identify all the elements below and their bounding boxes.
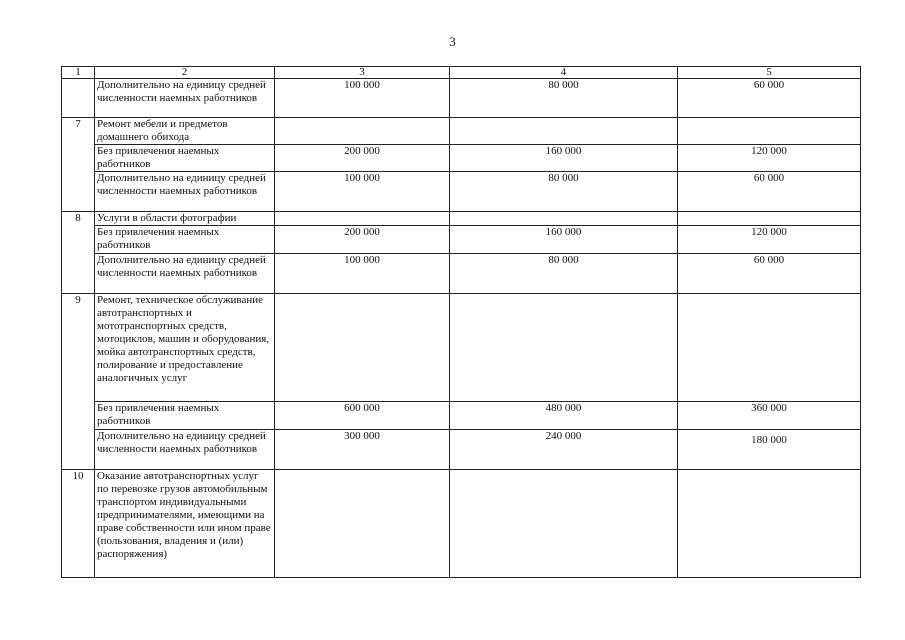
header-col-4: 4 <box>450 67 678 79</box>
value-col-4 <box>450 118 678 145</box>
value-col-4: 160 000 <box>450 226 678 254</box>
table-row <box>62 430 861 470</box>
value-col-3: 100 000 <box>275 172 450 212</box>
table-row <box>62 118 861 145</box>
row-name: Без привлечения наемных работников <box>95 402 275 430</box>
value-col-3: 100 000 <box>275 79 450 118</box>
value-col-3: 600 000 <box>275 402 450 430</box>
table-row <box>62 294 861 402</box>
row-name: Дополнительно на единицу средней численности наемных работников <box>95 79 275 118</box>
table-row <box>62 145 861 172</box>
table-row <box>62 470 861 578</box>
row-name: Ремонт, техническое обслуживание автотранспортных и мототранспортных средств, мотоциклов, машин и оборудования, мойка автотранспортных средств, полирование и предоставление аналогичных услуг <box>95 294 275 402</box>
value-col-5: 60 000 <box>678 172 861 212</box>
table-row <box>62 226 861 254</box>
row-name: Дополнительно на единицу средней численности наемных работников <box>95 430 275 470</box>
header-col-2: 2 <box>95 67 275 79</box>
value-col-4: 80 000 <box>450 254 678 294</box>
row-name: Дополнительно на единицу средней численности наемных работников <box>95 172 275 212</box>
row-number: 7 <box>62 118 95 212</box>
value-col-4 <box>450 294 678 402</box>
row-number: 8 <box>62 212 95 294</box>
value-col-5: 120 000 <box>678 145 861 172</box>
value-col-5 <box>678 470 861 578</box>
header-col-1: 1 <box>62 67 95 79</box>
table-row <box>62 79 861 118</box>
header-col-3: 3 <box>275 67 450 79</box>
value-col-4 <box>450 212 678 226</box>
value-col-4: 480 000 <box>450 402 678 430</box>
value-col-3: 100 000 <box>275 254 450 294</box>
page-number: 3 <box>449 34 456 49</box>
table-row <box>62 212 861 226</box>
value-col-3: 300 000 <box>275 430 450 470</box>
table-row <box>62 172 861 212</box>
row-number <box>62 79 95 118</box>
value-col-4: 80 000 <box>450 172 678 212</box>
row-name: Без привлечения наемных работников <box>95 145 275 172</box>
row-name: Ремонт мебели и предметов домашнего обихода <box>95 118 275 145</box>
value-col-3 <box>275 118 450 145</box>
table-row <box>62 402 861 430</box>
value-col-4: 80 000 <box>450 79 678 118</box>
value-col-3 <box>275 294 450 402</box>
value-col-3: 200 000 <box>275 145 450 172</box>
value-col-5: 360 000 <box>678 402 861 430</box>
row-name: Без привлечения наемных работников <box>95 226 275 254</box>
row-name: Дополнительно на единицу средней численности наемных работников <box>95 254 275 294</box>
value-col-4: 160 000 <box>450 145 678 172</box>
value-col-4 <box>450 470 678 578</box>
value-col-5: 120 000 <box>678 226 861 254</box>
value-col-3 <box>275 470 450 578</box>
value-col-5: 60 000 <box>678 79 861 118</box>
header-col-5: 5 <box>678 67 861 79</box>
value-col-5: 60 000 <box>678 254 861 294</box>
row-number: 10 <box>62 470 95 578</box>
row-name: Услуги в области фотографии <box>95 212 275 226</box>
table-row <box>62 254 861 294</box>
value-col-5 <box>678 212 861 226</box>
row-name: Оказание автотранспортных услуг по перевозке грузов автомобильным транспортом индивидуальными предпринимателями, имеющими на праве собственности или ином праве (пользования, владения и (или) распоряжения) <box>95 470 275 578</box>
value-col-5 <box>678 294 861 402</box>
value-col-3 <box>275 212 450 226</box>
value-col-4: 240 000 <box>450 430 678 470</box>
value-col-5: 180 000 <box>678 430 861 470</box>
table-header-row <box>62 67 861 79</box>
value-col-5 <box>678 118 861 145</box>
tariff-table <box>61 66 861 578</box>
row-number: 9 <box>62 294 95 470</box>
value-col-3: 200 000 <box>275 226 450 254</box>
